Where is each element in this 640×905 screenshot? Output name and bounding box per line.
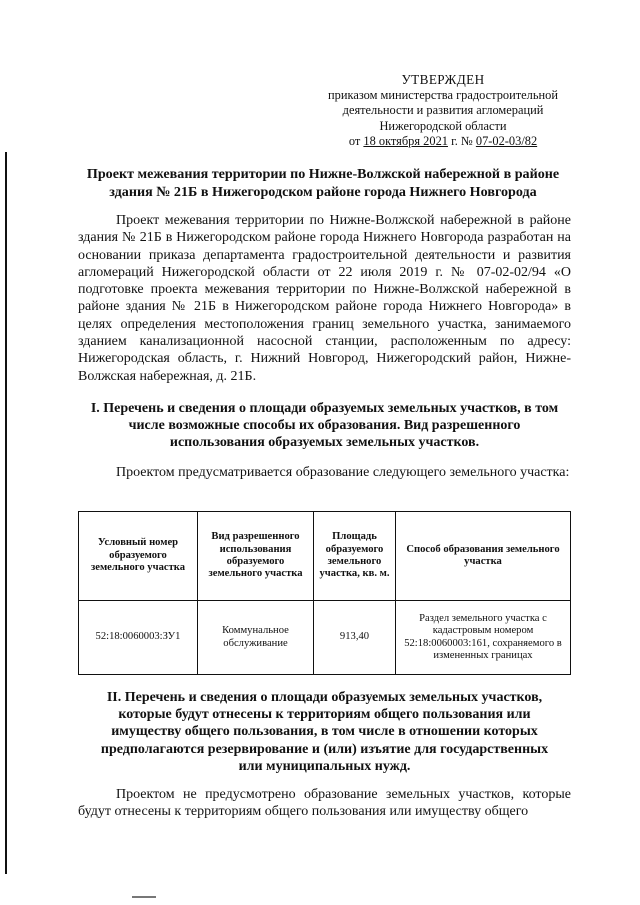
section-2-line: которые будут отнесены к территориям общего пользования или — [118, 707, 531, 723]
section-2-line: II. Перечень и сведения о площади образуемых земельных участков, — [106, 690, 543, 705]
cell-permitted-use: Коммунальное обслуживание — [198, 601, 314, 675]
scan-margin-line — [5, 152, 7, 874]
approval-date-line — [318, 134, 568, 150]
section-1-line: I. Перечень и сведения о площади образуемых земельных участков, в том — [90, 401, 559, 416]
approval-number: 07-02-03/82 — [475, 134, 538, 148]
section-1-line: использования образуемых земельных участков. — [169, 435, 480, 451]
section-2-line: или муниципальных нужд. — [238, 758, 411, 774]
land-plots-table — [78, 511, 571, 675]
section-1-paragraph: Проектом предусматривается образование следующего земельного участка: — [116, 465, 570, 480]
cell-formation-method: Раздел земельного участка с кадастровым номером 52:18:0060003:161, сохраняемого в измененных границах — [396, 601, 571, 675]
scan-mark — [132, 896, 156, 898]
approval-line: Нижегородской области — [379, 118, 507, 133]
header-area: Площадь образуемого земельного участка, кв. м. — [314, 512, 396, 601]
approval-line: приказом министерства градостроительной — [328, 87, 558, 102]
header-plot-number: Условный номер образуемого земельного участка — [79, 512, 198, 601]
approval-date-suffix: г. № — [451, 134, 473, 148]
cell-area: 913,40 — [314, 601, 396, 675]
section-1-line: числе возможные способы их образования. Вид разрешенного — [128, 418, 521, 434]
table-row — [79, 601, 571, 675]
intro-paragraph: Проект межевания территории по Нижне-Волжской набережной в районе здания № 21Б в Нижегородском районе города Нижнего Новгорода разработан на основании приказа департамента градостроительной деятельности и развития агломераций Нижегородской области от 22 июля 2019 г. № 07-02-02/94 «О подготовке проекта межевания территории по Нижне-Волжской набережной в районе здания № 21Б в Нижегородском районе города Нижнего Новгорода» в целях определения местоположения границ земельного участка, занимаемого зданием канализационной насосной станции, расположенным по адресу: Нижегородская область, г. Нижний Новгород, Нижегородский район, Нижне-Волжская набережная, д. 21Б. — [78, 213, 571, 384]
table-header-row — [79, 512, 571, 601]
approval-date-prefix: от — [348, 134, 361, 148]
approval-heading: УТВЕРЖДЕН — [401, 72, 485, 87]
header-permitted-use: Вид разрешенного использования образуемого земельного участка — [198, 512, 314, 601]
document-title: Проект межевания территории по Нижне-Волжской набережной в районе здания № 21Б в Нижегородском районе города Нижнего Новгорода — [86, 166, 560, 200]
approval-stamp — [318, 72, 568, 150]
section-2-line: предполагаются резервирование и (или) изъятие для государственных — [100, 741, 549, 757]
approval-date: 18 октября 2021 — [363, 134, 448, 148]
section-2-heading — [78, 689, 571, 775]
header-formation-method: Способ образования земельного участка — [396, 512, 571, 601]
approval-line: деятельности и развития агломераций — [342, 103, 544, 117]
section-2-line: имуществу общего пользования, в том числе в отношении которых — [111, 724, 538, 740]
cell-plot-number: 52:18:0060003:ЗУ1 — [79, 601, 198, 675]
section-1-heading — [78, 400, 571, 452]
section-2-paragraph: Проектом не предусмотрено образование земельных участков, которые будут отнесены к территориям общего пользования или имуществу общего — [78, 787, 571, 820]
